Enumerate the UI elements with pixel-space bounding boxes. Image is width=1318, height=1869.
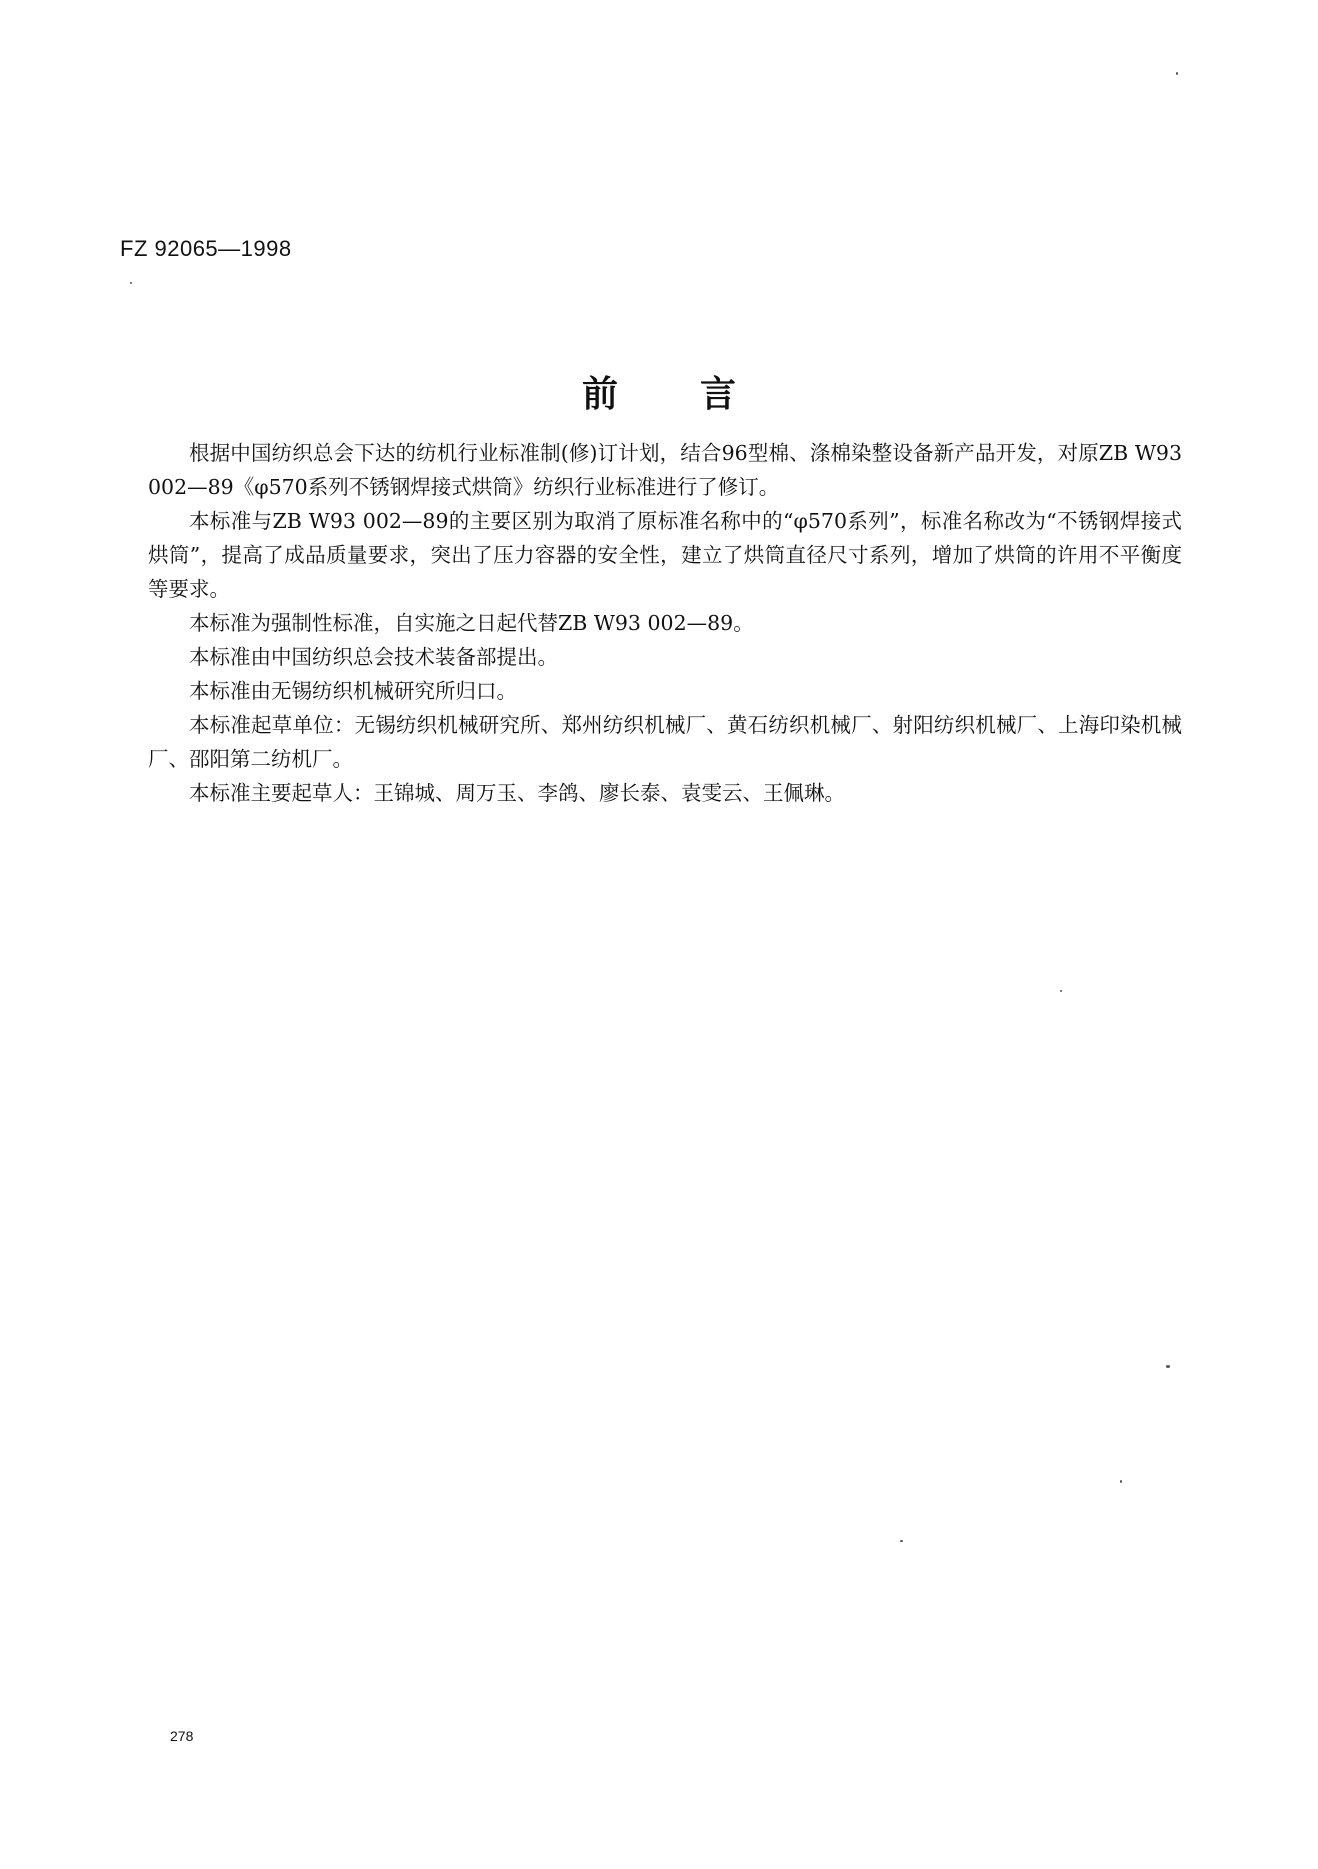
document-body	[148, 436, 1182, 810]
paragraph-drafters: 本标准主要起草人：王锦城、周万玉、李鸽、廖长泰、袁雯云、王佩琳。	[189, 781, 845, 805]
scan-speck	[130, 282, 132, 284]
paragraph-administered-by: 本标准由无锡纺织机械研究所归口。	[189, 679, 517, 703]
standard-number: FZ 92065—1998	[120, 236, 292, 261]
paragraph-drafting-units: 本标准起草单位：无锡纺织机械研究所、郑州纺织机械厂、黄石纺织机械厂、射阳纺织机械厂、上海印染机械厂、邵阳第二纺机厂。	[148, 713, 1182, 771]
page-number: 278	[170, 1728, 194, 1744]
scan-speck	[1120, 1480, 1122, 1483]
scan-speck	[900, 1540, 903, 1542]
scan-speck	[1176, 72, 1178, 75]
paragraph-revision-basis: 根据中国纺织总会下达的纺机行业标准制(修)订计划，结合96型棉、涤棉染整设备新产品开发，对原ZB W93 002—89《φ570系列不锈钢焊接式烘筒》纺织行业标准进行了修订。	[148, 441, 1182, 499]
scan-speck	[1166, 1365, 1170, 1368]
paragraph-mandatory-standard: 本标准为强制性标准，自实施之日起代替ZB W93 002—89。	[189, 611, 754, 635]
paragraph-main-differences: 本标准与ZB W93 002—89的主要区别为取消了原标准名称中的“φ570系列”，标准名称改为“不锈钢焊接式烘筒”，提高了成品质量要求，突出了压力容器的安全性，建立了烘筒直径尺寸系列，增加了烘筒的许用不平衡度等要求。	[148, 509, 1182, 601]
page-title: 前言	[581, 374, 818, 415]
scan-speck	[1060, 990, 1062, 992]
paragraph-proposed-by: 本标准由中国纺织总会技术装备部提出。	[189, 645, 558, 669]
